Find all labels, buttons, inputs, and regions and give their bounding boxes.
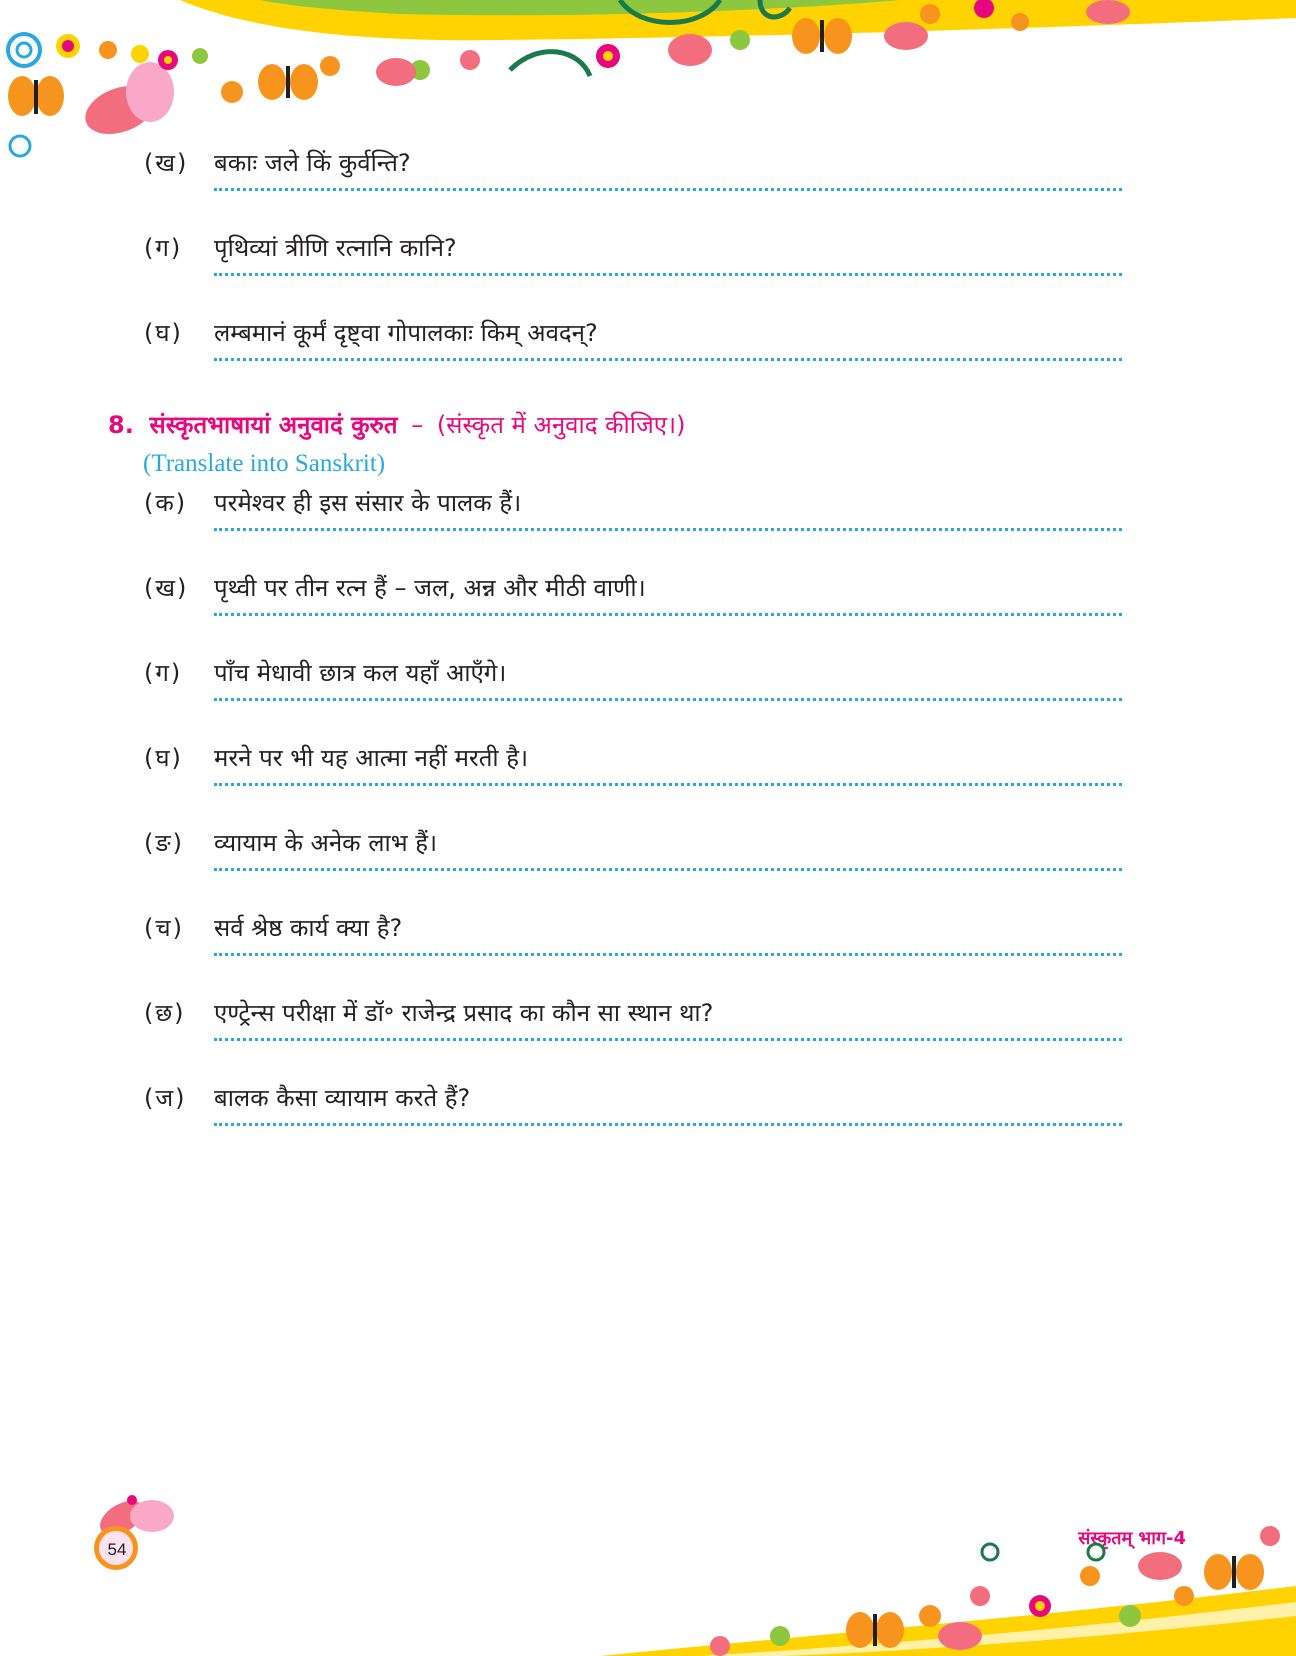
item-text: सर्व श्रेष्ठ कार्य क्या है?	[214, 914, 403, 942]
question-text: बकाः जले किं कुर्वन्ति?	[214, 149, 411, 177]
item-text: मरने पर भी यह आत्मा नहीं मरती है।	[214, 744, 529, 772]
item-marker: (ग)	[144, 659, 183, 687]
section-title: संस्कृतभाषायां अनुवादं कुरुत	[149, 411, 398, 439]
answer-line[interactable]	[214, 528, 1122, 531]
petal-flower-icon	[79, 62, 174, 143]
top-decorative-banner	[0, 0, 1296, 180]
item-marker: (घ)	[144, 744, 183, 772]
section-subtitle: (Translate into Sanskrit)	[143, 450, 386, 477]
spiral-icon	[982, 1544, 1104, 1560]
book-title: संस्कृतम् भाग-4	[1078, 1528, 1186, 1549]
question-marker: (ख)	[144, 149, 189, 177]
answer-line[interactable]	[214, 1123, 1122, 1126]
answer-line[interactable]	[214, 1038, 1122, 1041]
page-number: 54	[107, 1540, 127, 1559]
item-marker: (ङ)	[144, 829, 185, 857]
section-dash: –	[411, 411, 424, 439]
item-text: परमेश्वर ही इस संसार के पालक हैं।	[214, 489, 522, 517]
question-text: पृथिव्यां त्रीणि रत्नानि कानि?	[214, 234, 457, 262]
answer-line[interactable]	[214, 613, 1122, 616]
answer-line[interactable]	[214, 868, 1122, 871]
item-text: पाँच मेधावी छात्र कल यहाँ आएँगे।	[214, 659, 507, 687]
item-text: पृथ्वी पर तीन रत्न हैं – जल, अन्न और मीठी वाणी।	[214, 574, 646, 602]
question-marker: (घ)	[144, 319, 183, 347]
answer-line[interactable]	[214, 188, 1122, 191]
answer-line[interactable]	[214, 783, 1122, 786]
item-marker: (ख)	[144, 574, 189, 602]
section-hint: (संस्कृत में अनुवाद कीजिए।)	[436, 411, 686, 439]
flower-icon	[56, 34, 80, 58]
answer-line[interactable]	[214, 698, 1122, 701]
question-text: लम्बमानं कूर्मं दृष्ट्वा गोपालकाः किम् अवदन्?	[214, 319, 598, 347]
bottom-decorative-banner	[0, 1476, 1296, 1656]
question-marker: (ग)	[144, 234, 183, 262]
item-marker: (क)	[144, 489, 188, 517]
answer-line[interactable]	[214, 273, 1122, 276]
item-text: एण्ट्रेन्स परीक्षा में डॉ॰ राजेन्द्र प्रसाद का कौन सा स्थान था?	[214, 999, 714, 1027]
item-text: बालक कैसा व्यायाम करते हैं?	[214, 1084, 471, 1112]
item-marker: (ज)	[144, 1084, 187, 1112]
answer-line[interactable]	[214, 358, 1122, 361]
answer-line[interactable]	[214, 953, 1122, 956]
item-text: व्यायाम के अनेक लाभ हैं।	[214, 829, 438, 857]
item-marker: (छ)	[144, 999, 186, 1027]
butterfly-icon	[8, 76, 64, 116]
item-marker: (च)	[144, 914, 184, 942]
section-heading	[108, 408, 686, 441]
section-number: 8.	[108, 411, 134, 439]
